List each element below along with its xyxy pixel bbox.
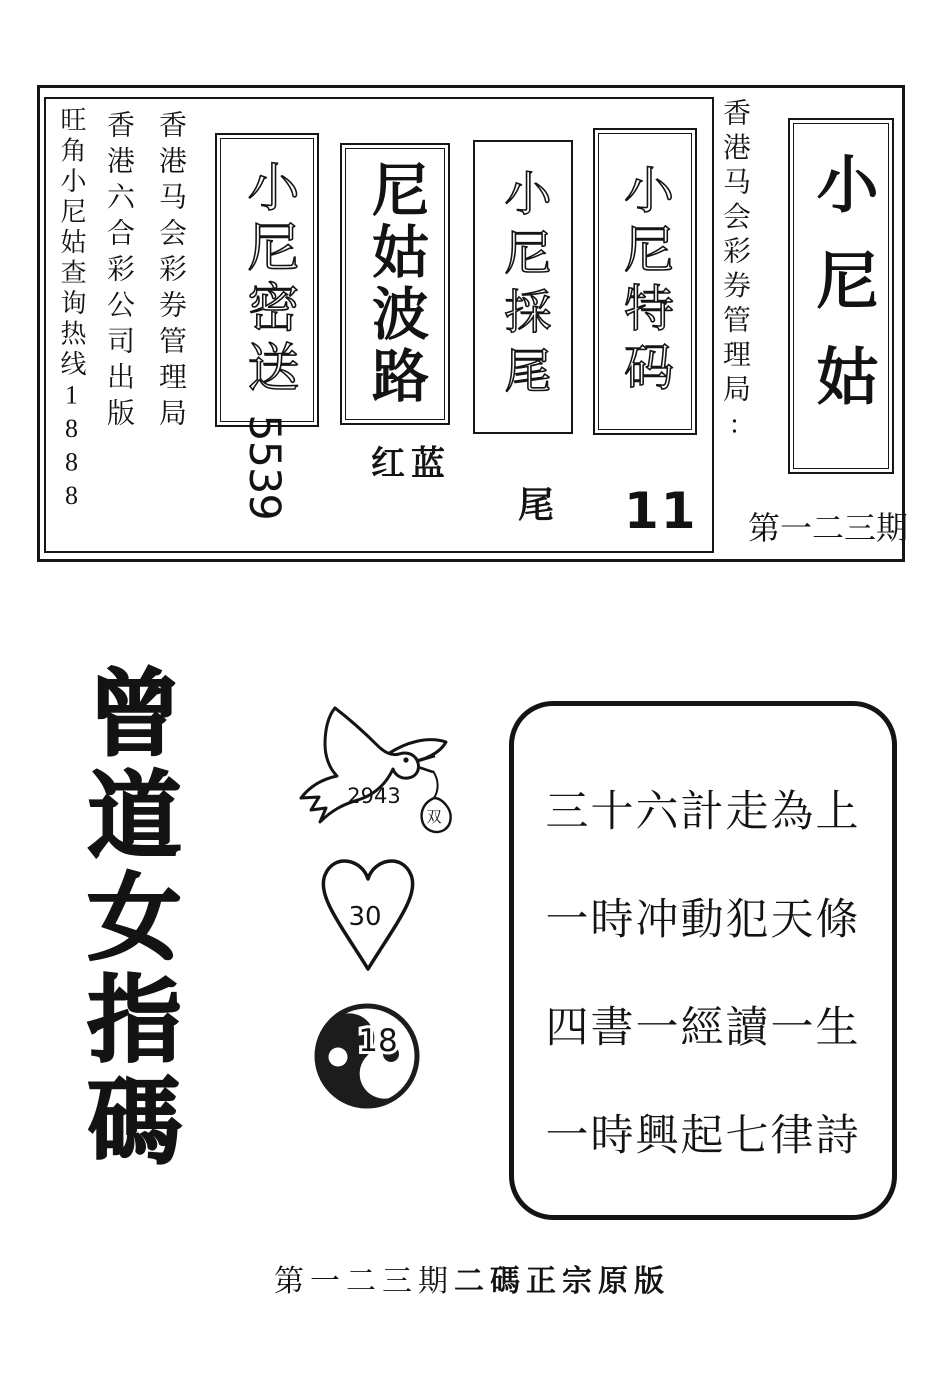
poem-box	[509, 701, 897, 1220]
panel-bolu-note: 红蓝	[371, 446, 451, 483]
poem-line-4: 一時興起七律詩	[545, 1113, 861, 1160]
dove-eye	[403, 757, 408, 762]
hotline-column: 旺角小尼姑查询热线1888	[57, 106, 86, 515]
authority-column: 香港马会彩券管理局	[155, 110, 186, 434]
footer-issue: 第一二三期	[274, 1265, 454, 1298]
panel-bolu	[340, 143, 450, 425]
vertical-title: 曾道女指碼	[71, 664, 180, 1174]
dove-number-text: 2943	[347, 784, 401, 808]
authority-column-right: 香港马会彩券管理局:	[719, 98, 750, 446]
panel-caiwei-title: 小尼採尾	[497, 169, 550, 405]
poem-line-2: 一時冲動犯天條	[545, 897, 861, 944]
heart-number-text: 30	[348, 902, 382, 932]
heart-icon	[312, 845, 424, 977]
dove-icon	[288, 698, 453, 853]
publisher-column: 香港六合彩公司出版	[103, 110, 134, 434]
poem-line-3: 四書一經讀一生	[545, 1005, 861, 1052]
yinyang-number-text: 18	[358, 1023, 398, 1059]
yinyang-white-dot	[329, 1048, 348, 1067]
footer-caption	[0, 1256, 944, 1300]
panel-tema-number: 11	[624, 482, 698, 540]
panel-misong	[215, 133, 319, 427]
dove-tag-text: 双	[426, 808, 442, 826]
panel-caiwei	[473, 140, 573, 434]
dove-string	[433, 771, 438, 798]
footer-edition: 二碼正宗原版	[454, 1265, 670, 1298]
panel-caiwei-note: 尾	[518, 485, 555, 525]
panel-tema	[593, 128, 697, 435]
masthead-title: 小尼姑	[807, 152, 875, 440]
poem-line-1: 三十六計走為上	[545, 789, 861, 836]
panel-misong-title: 小尼密送	[239, 160, 296, 400]
panel-misong-number: 5539	[239, 414, 289, 520]
panel-bolu-title: 尼姑波路	[363, 160, 427, 408]
masthead-title-box	[788, 118, 894, 474]
yinyang-icon	[314, 1000, 420, 1112]
panel-tema-title: 小尼特码	[617, 163, 673, 400]
issue-label-right: 第一二三期	[748, 510, 909, 546]
